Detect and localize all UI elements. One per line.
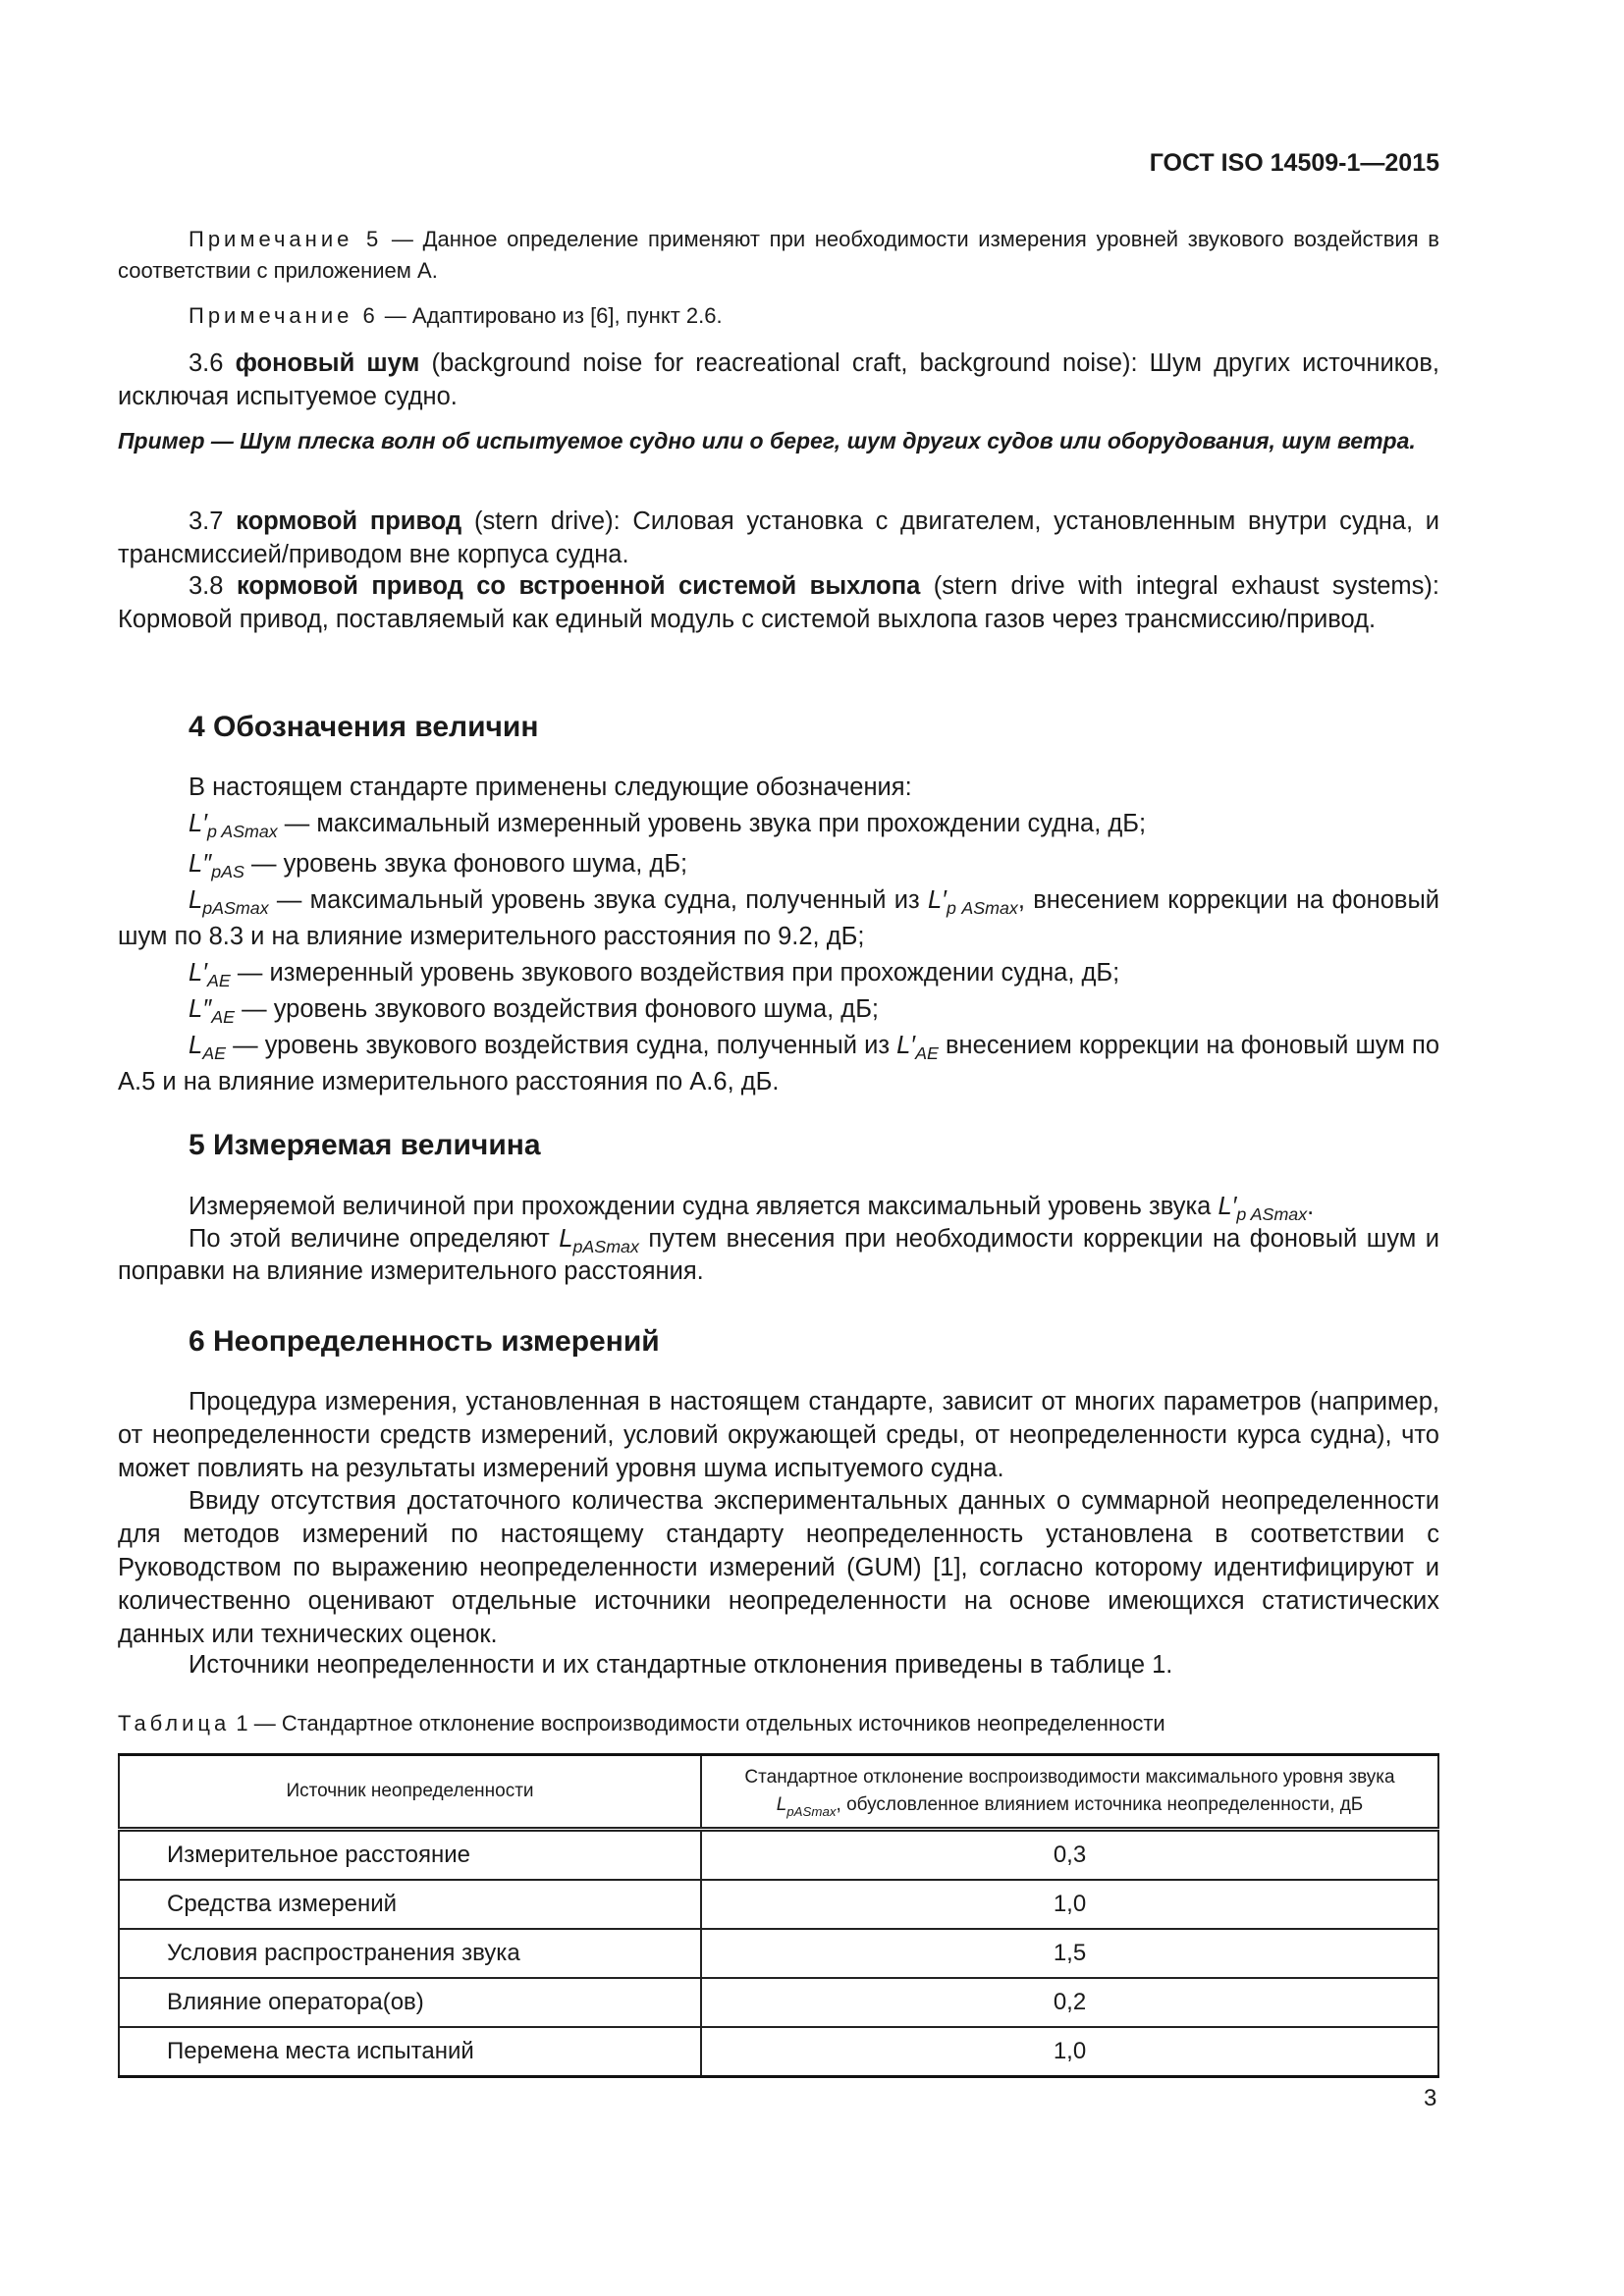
- value-cell: 1,0: [701, 2027, 1438, 2077]
- note-5: [118, 224, 1439, 287]
- note-6: [118, 300, 1439, 332]
- uncertainty-table: [118, 1753, 1439, 2078]
- paragraph: Измеряемой величиной при прохождении судна является максимальный уровень звука $L'_{p ASmax}$.: [189, 1193, 1315, 1224]
- symbol-item: $L'_{p ASmax}$ — максимальный измеренный уровень звука при прохождении судна, дБ;: [189, 810, 1147, 841]
- table-row: [119, 1830, 1438, 1881]
- note-text: — Данное определение применяют при необходимости измерения уровней звукового воздействия в соответствии с приложением А.: [118, 227, 1439, 283]
- source-cell: Условия распространения звука: [119, 1929, 701, 1978]
- source-cell: Измерительное расстояние: [119, 1830, 701, 1881]
- source-cell: Перемена места испытаний: [119, 2027, 701, 2077]
- symbol-item: $L''_{AE}$ — уровень звукового воздействия фонового шума, дБ;: [189, 995, 880, 1027]
- value-cell: 1,0: [701, 1880, 1438, 1929]
- term-definition: (stern drive with integral exhaust systems): Кормовой привод, поставляемый как единый модуль с системой выхлопа газов через трансмиссию/привод.: [118, 572, 1439, 633]
- example: Пример — Шум плеска волн об испытуемое судно или о берег, шум других судов или оборудования, шум ветра.: [118, 428, 1416, 454]
- term-definition: (background noise for reacreational craft, background noise): Шум других источников, исключая испытуемое судно.: [118, 349, 1439, 410]
- source-cell: Средства измерений: [119, 1880, 701, 1929]
- section-5-body: [118, 1191, 1439, 1288]
- paragraph: Источники неопределенности и их стандартные отклонения приведены в таблице 1.: [189, 1651, 1173, 1679]
- note-label: Примечание 5: [189, 227, 383, 251]
- table-row: [119, 2027, 1438, 2077]
- term-name: фоновый шум: [235, 349, 420, 377]
- symbol-item: $L''_{pAS}$ — уровень звука фонового шума, дБ;: [189, 850, 688, 881]
- symbol-item: $L_{pASmax}$ — максимальный уровень звука судна, полученный из $L'_{p ASmax}$, внесением коррекции на фоновый шум по 8.3 и на влияние измерительного расстояния по 9.2, дБ;: [118, 886, 1440, 950]
- section-4-intro: В настоящем стандарте применены следующие обозначения:: [189, 774, 912, 801]
- table-row: [119, 1929, 1438, 1978]
- section-6-heading: 6 Неопределенность измерений: [189, 1325, 660, 1358]
- table-row: [119, 1880, 1438, 1929]
- paragraph: По этой величине определяют $L_{pASmax}$ путем внесения при необходимости коррекции на фоновый шум и поправки на влияние измерительного расстояния.: [118, 1225, 1439, 1285]
- table-row: [119, 1978, 1438, 2027]
- paragraph: Ввиду отсутствия достаточного количества экспериментальных данных о суммарной неопределенности для методов измерений по настоящему стандарту неопределенность установлена в соответствии с Руководством по выражению неопределенности измерений (GUM) [1], согласно которому идентифицируют и количественно оценивают отдельные источники неопределенности на основе имеющихся статистических данных или технических оценок.: [118, 1487, 1439, 1648]
- value-cell: 1,5: [701, 1929, 1438, 1978]
- term-number: 3.8: [189, 572, 224, 600]
- value-cell: 0,2: [701, 1978, 1438, 2027]
- symbol-item: $L_{AE}$ — уровень звукового воздействия судна, полученный из $L'_{AE}$ внесением коррекции на фоновый шум по А.5 и на влияние измерительного расстояния по А.6, дБ.: [118, 1032, 1440, 1095]
- table-header-row: [119, 1755, 1438, 1830]
- term-number: 3.6: [189, 349, 224, 377]
- value-cell: 0,3: [701, 1830, 1438, 1881]
- note-label: Примечание 6: [189, 303, 379, 328]
- term-3-7: [118, 505, 1439, 571]
- section-4-heading: 4 Обозначения величин: [189, 711, 539, 743]
- column-header-source: Источник неопределенности: [119, 1755, 701, 1830]
- term-number: 3.7: [189, 507, 224, 535]
- paragraph: Процедура измерения, установленная в настоящем стандарте, зависит от многих параметров (например, от неопределенности средств измерений, условий окружающей среды, от неопределенности курса судна), что может повлиять на результаты измерений уровня шума испытуемого судна.: [118, 1388, 1439, 1482]
- term-3-6: [118, 347, 1439, 413]
- term-definition: (stern drive): Силовая установка с двигателем, установленным внутри судна, и трансмиссией/приводом вне корпуса судна.: [118, 507, 1440, 568]
- source-cell: Влияние оператора(ов): [119, 1978, 701, 2027]
- symbol-item: $L'_{AE}$ — измеренный уровень звукового воздействия при прохождении судна, дБ;: [189, 959, 1120, 990]
- symbol-list: [118, 806, 1439, 1100]
- section-5-heading: 5 Измеряемая величина: [189, 1129, 541, 1161]
- term-name: кормовой привод со встроенной системой выхлопа: [236, 572, 921, 600]
- column-header-deviation: Стандартное отклонение воспроизводимости максимального уровня звука $L_{pASmax}$, обусловленное влиянием источника неопределенности, дБ: [701, 1755, 1438, 1830]
- document-id: ГОСТ ISO 14509-1—2015: [1149, 149, 1439, 177]
- term-name: кормовой привод: [236, 507, 462, 535]
- note-text: — Адаптировано из [6], пункт 2.6.: [378, 303, 723, 328]
- table-caption: Таблица 1 — Стандартное отклонение воспроизводимости отдельных источников неопределенности: [118, 1711, 1165, 1735]
- term-3-8: [118, 569, 1439, 636]
- page-number: 3: [1424, 2085, 1437, 2111]
